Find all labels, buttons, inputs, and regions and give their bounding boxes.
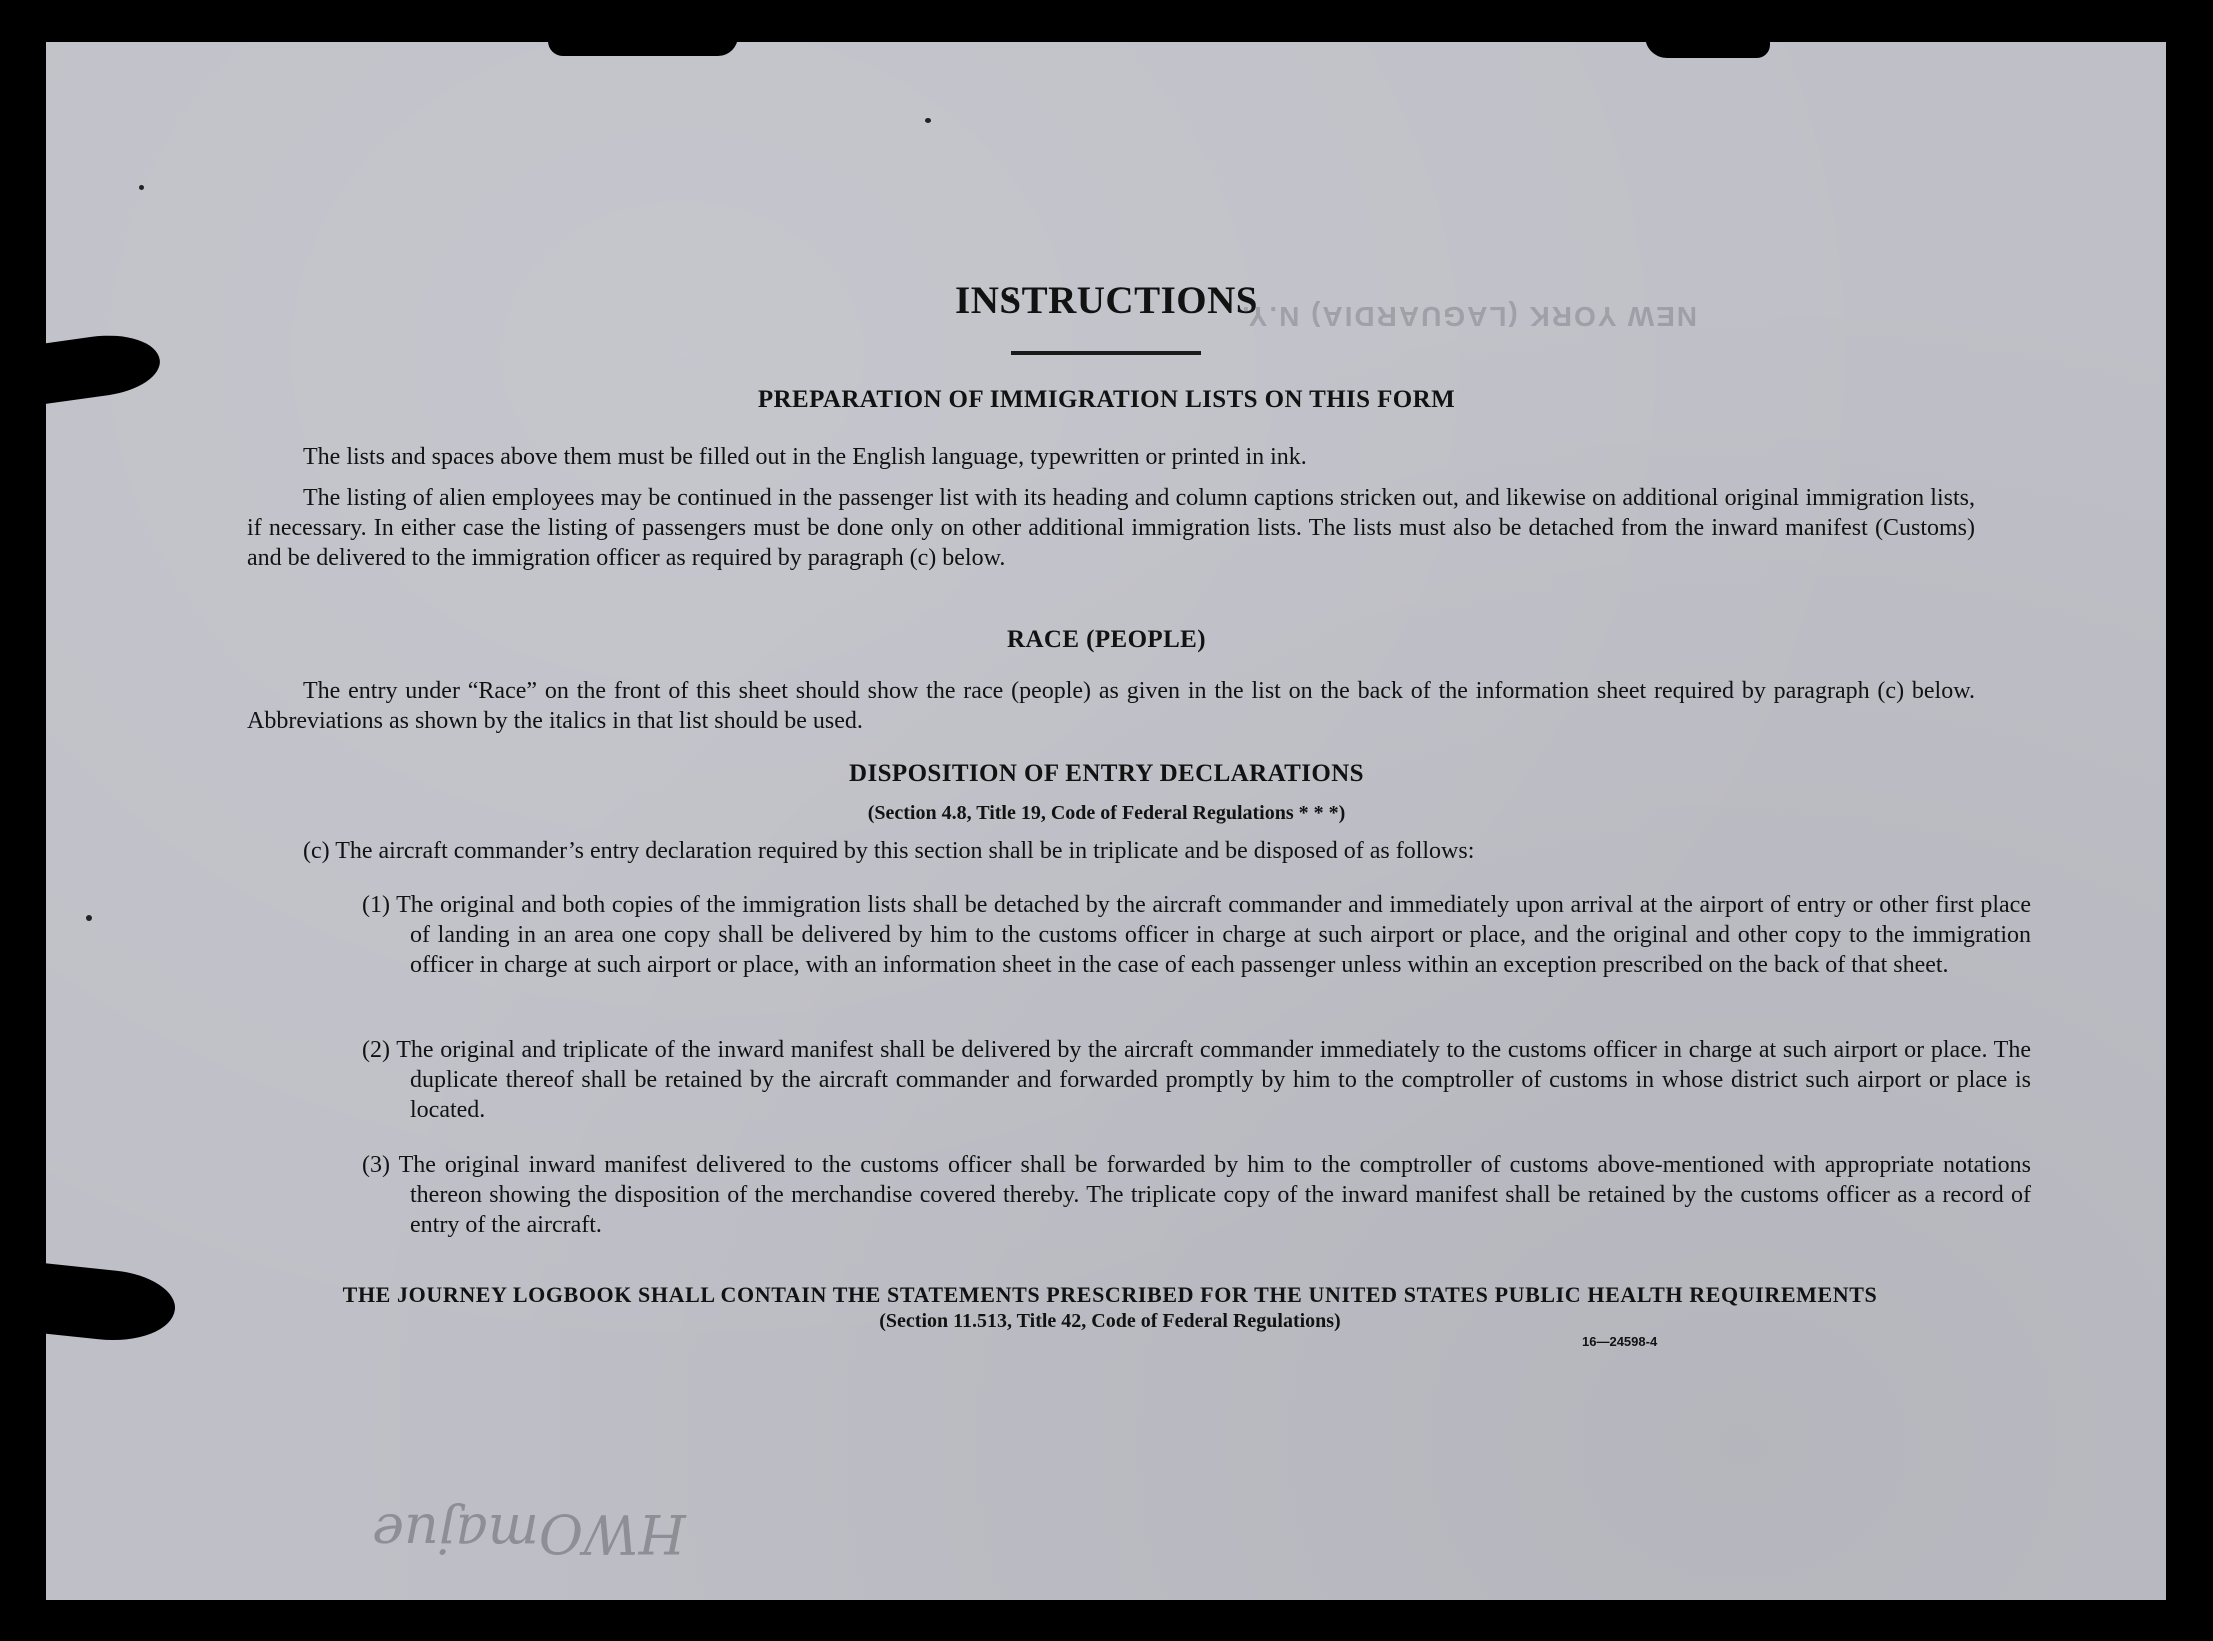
preparation-paragraph-1: The lists and spaces above them must be filled out in the English language, typewritten or printed in ink. xyxy=(303,444,1307,470)
public-health-notice xyxy=(246,1282,1974,1333)
disposition-citation: (Section 4.8, Title 19, Code of Federal Regulations * * *) xyxy=(867,802,1346,824)
public-health-notice-text: THE JOURNEY LOGBOOK SHALL CONTAIN THE STATEMENTS PRESCRIBED FOR THE UNITED STATES PUBLIC HEALTH REQUIREMENTS xyxy=(342,1282,1878,1307)
disposition-intro: (c) The aircraft commander’s entry declaration required by this section shall be in triplicate and be disposed of as follows: xyxy=(303,838,1475,864)
form-number: 16—24598-4 xyxy=(1582,1334,1658,1349)
speck xyxy=(86,915,92,921)
top-edge-tear-right xyxy=(1645,36,1770,58)
title-underline xyxy=(1011,351,1201,355)
disposition-item-3: (3) The original inward manifest delivered to the customs officer shall be forwarded by him to the comptroller of customs above-mentioned with appropriate notations thereon showing the disposition of the merchandise covered thereby. The triplicate copy of the inward manifest shall be retained by the customs officer as a record of entry of the aircraft. xyxy=(362,1152,2031,1238)
disposition-heading: DISPOSITION OF ENTRY DECLARATIONS xyxy=(849,760,1364,787)
speck xyxy=(925,118,931,123)
page-title: INSTRUCTIONS xyxy=(955,279,1258,322)
disposition-item-2: (2) The original and triplicate of the inward manifest shall be delivered by the aircraft commander immediately to the customs officer in charge at such airport or place. The duplicate thereof shall be retained by the aircraft commander and forwarded promptly by him to the comptroller of customs in whose district such airport or place is located. xyxy=(362,1037,2031,1123)
handwritten-note: HWOmajue xyxy=(372,1502,686,1565)
preparation-heading: PREPARATION OF IMMIGRATION LISTS ON THIS FORM xyxy=(757,386,1456,413)
race-paragraph: The entry under “Race” on the front of this sheet should show the race (people) as given in the list on the back of the information sheet required by paragraph (c) below. Abbreviations as shown by the italics in that list should be used. xyxy=(247,678,1975,734)
top-edge-tear-left xyxy=(548,36,738,56)
race-heading: RACE (PEOPLE) xyxy=(1007,626,1206,653)
preparation-paragraph-2: The listing of alien employees may be continued in the passenger list with its heading and column captions stricken out, and likewise on additional original immigration lists, if necessary. In either case the listing of passengers must be done only on other additional immigration lists. The lists must also be detached from the inward manifest (Customs) and be delivered to the immigration officer as required by paragraph (c) below. xyxy=(247,485,1975,571)
disposition-item-1: (1) The original and both copies of the immigration lists shall be detached by the aircraft commander and immediately upon arrival at the airport of entry or other first place of landing in an area one copy shall be delivered by him to the customs officer in charge at such airport or place, and the original and other copy to the immigration officer in charge at such airport or place, with an information sheet in the case of each passenger unless within an exception prescribed on the back of that sheet. xyxy=(362,892,2031,978)
speck xyxy=(139,185,144,190)
bleed-through-text: NEW YORK (LAGUARDIA) N.Y. xyxy=(1240,301,1698,332)
public-health-citation: (Section 11.513, Title 42, Code of Federal Regulations) xyxy=(879,1310,1341,1332)
